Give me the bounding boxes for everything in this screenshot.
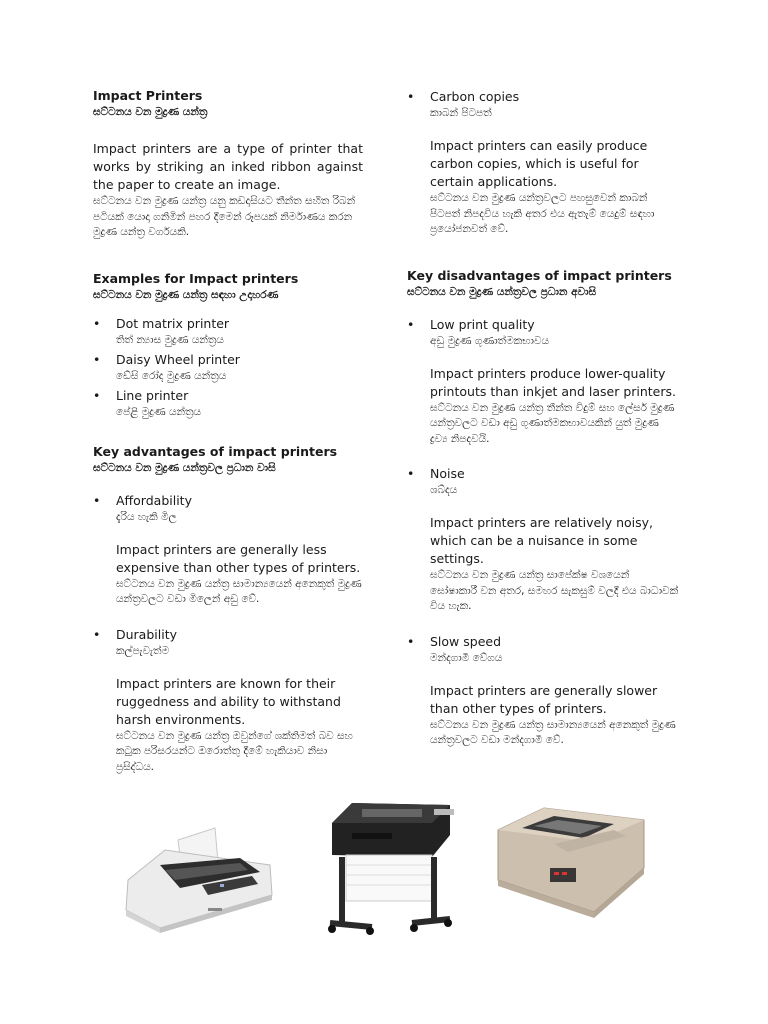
daisy-wheel-printer-icon bbox=[494, 800, 654, 920]
printer-images bbox=[0, 795, 768, 945]
disadvantage-title-si: ශබ්දය bbox=[430, 484, 458, 496]
disadvantage-desc: Impact printers are relatively noisy, which can be a nuisance in some settings. bbox=[430, 515, 653, 566]
impact-printers-heading: Impact Printers bbox=[93, 88, 203, 103]
list-item bbox=[93, 626, 363, 776]
list-item bbox=[407, 316, 679, 448]
advantage-desc-si: ඝට්ටනය වන මුද්‍රණ යන්ත්‍ර ඔවුන්ගේ ශක්තිමත් බව සහ කටුක පරිසරයන්ට ඔරොත්තු දීමේ හැකියාව නිසා ප්‍රසිද්ධය. bbox=[116, 729, 353, 773]
advantages-heading: Key advantages of impact printers bbox=[93, 443, 338, 459]
example-title: • Dot matrix printer bbox=[116, 315, 230, 331]
list-item bbox=[93, 387, 363, 420]
disadvantage-title-si: අඩු මුද්‍රණ ගුණාත්මකභාවය bbox=[430, 334, 550, 347]
carbon-desc: Impact printers can easily produce carbon copies, which is useful for certain applications. bbox=[430, 138, 648, 189]
list-item bbox=[407, 465, 679, 615]
examples-heading-si: ඝට්ටනය වන මුද්‍රණ යන්ත්‍ර සඳහා උදාහරණ bbox=[93, 288, 279, 301]
disadvantages-heading: Key disadvantages of impact printers bbox=[407, 267, 672, 283]
advantage-title-si: කල්පැවැත්ම bbox=[116, 644, 170, 657]
intro-text: Impact printers are a type of printer that works by striking an inked ribbon against the paper to create an image. bbox=[93, 141, 363, 192]
carbon-title-si: කාබන් පිටපත් bbox=[430, 107, 492, 119]
example-title: • Daisy Wheel printer bbox=[116, 351, 240, 367]
carbon-desc-si: ඝට්ටනය වන මුද්‍රණ යන්ත්‍රවලට පහසුවෙන් කාබන් පිටපත් නිපදවිය හැකි අතර එය ඇතැම් යෙදුම් සඳහා ප්‍රයෝජනවත් වේ. bbox=[430, 192, 655, 235]
advantage-title: • Affordability bbox=[116, 492, 192, 508]
examples-heading: Examples for Impact printers bbox=[93, 270, 299, 286]
example-title-si: ඩේසි රෝද මුද්‍රණ යන්ත්‍රය bbox=[116, 369, 227, 382]
list-item bbox=[407, 88, 679, 238]
disadvantage-desc: Impact printers are generally slower than other types of printers. bbox=[430, 682, 658, 716]
disadvantage-desc: Impact printers produce lower-quality printouts than inkjet and laser printers. bbox=[430, 365, 677, 399]
advantage-desc-si: ඝට්ටනය වන මුද්‍රණ යන්ත්‍ර සාමාන්‍යයෙන් අනෙකුත් මුද්‍රණ යන්ත්‍රවලට වඩා මිලෙන් අඩු වේ. bbox=[116, 577, 362, 605]
impact-printers-heading-si: ඝට්ටනය වන මුද්‍රණ යන්ත්‍ර bbox=[93, 106, 208, 118]
disadvantage-title-si: මන්දගාමී වේගය bbox=[430, 651, 503, 664]
left-column bbox=[93, 88, 363, 775]
right-column bbox=[407, 88, 679, 749]
disadvantage-desc-si: ඝට්ටනය වන මුද්‍රණ යන්ත්‍ර තීන්ත විදුම් සහ ලේසර් මුද්‍රණ යන්ත්‍රවලට වඩා අඩු ගුණාත්මකභාවයකින් යුත් මුද්‍රණ ද්‍රව්‍ය නිපදවයි. bbox=[430, 401, 675, 445]
intro-text-si: ඝට්ටනය වන මුද්‍රණ යන්ත්‍ර යනු කඩදාසියට තීන්ත සහිත රිබන් පටියක් යොදා ගනිමින් පහර දීමෙන් රූපයක් නිර්මාණය කරන මුද්‍රණ යන්ත්‍ර වර්ගයකි. bbox=[93, 195, 356, 238]
advantage-desc: Impact printers are known for their ruggedness and ability to withstand harsh environments. bbox=[116, 675, 341, 727]
disadvantage-desc-si: ඝට්ටනය වන මුද්‍රණ යන්ත්‍ර සාමාන්‍යයෙන් අනෙකුත් මුද්‍රණ යන්ත්‍රවලට වඩා මන්දගාමී වේ. bbox=[430, 718, 676, 746]
disadvantage-desc-si: ඝට්ටනය වන මුද්‍රණ යන්ත්‍ර සාපේක්ෂ වශයෙන් ඝෝෂාකාරී වන අතර, සමහර සැකසුම් වලදී එය බාධාවක් විය හැක. bbox=[430, 569, 679, 612]
disadvantage-title: • Slow speed bbox=[430, 633, 502, 649]
list-item bbox=[93, 492, 363, 608]
advantage-title: • Durability bbox=[116, 626, 177, 642]
line-printer-icon bbox=[322, 795, 462, 940]
list-item bbox=[93, 315, 363, 348]
disadvantages-heading-si: ඝට්ටනය වන මුද්‍රණ යන්ත්‍රවල ප්‍රධාන අවාසි bbox=[407, 285, 597, 298]
advantages-heading-si: ඝට්ටනය වන මුද්‍රණ යන්ත්‍රවල ප්‍රධාන වාසි bbox=[93, 461, 276, 474]
example-title-si: පේළි මුද්‍රණ යන්ත්‍රය bbox=[116, 405, 202, 418]
disadvantages-list bbox=[407, 316, 679, 749]
advantage-title-si: දැරිය හැකි මිල bbox=[116, 510, 177, 523]
list-item bbox=[93, 351, 363, 384]
dot-matrix-printer-icon bbox=[120, 810, 280, 935]
advantage-desc: Impact printers are generally less expensive than other types of printers. bbox=[116, 541, 361, 575]
examples-list bbox=[93, 315, 363, 420]
example-title-si: තිත් න්‍යාස මුද්‍රණ යන්ත්‍රය bbox=[116, 333, 224, 346]
carbon-list bbox=[407, 88, 679, 238]
disadvantage-title: • Noise bbox=[430, 466, 465, 481]
example-title: • Line printer bbox=[116, 387, 189, 403]
advantages-list bbox=[93, 492, 363, 776]
list-item bbox=[407, 633, 679, 749]
carbon-title: • Carbon copies bbox=[430, 89, 520, 104]
disadvantage-title: • Low print quality bbox=[430, 316, 535, 332]
